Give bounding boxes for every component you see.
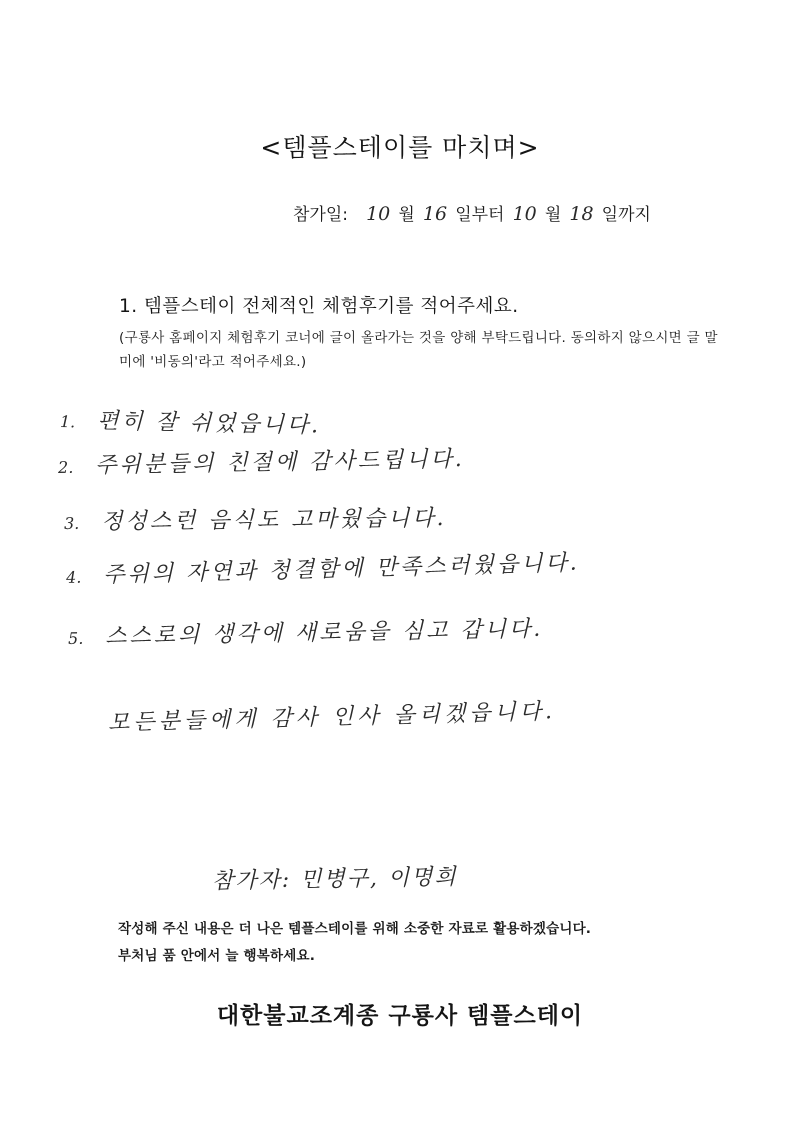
answer-text: 편히 잘 쉬었읍니다.	[96, 408, 322, 439]
start-day: 16	[422, 203, 448, 225]
day-unit-until: 일까지	[601, 205, 651, 225]
organization-name: 대한불교조계종 구룡사 템플스테이	[216, 1003, 584, 1029]
end-month: 10	[512, 203, 537, 225]
consent-notice: (구룡사 홈페이지 체험후기 코너에 글이 올라가는 것을 양해 부탁드립니다. 동의하지 않으시면 글 말미에 '비동의'라고 적어주세요.)	[119, 330, 718, 370]
date-label: 참가일:	[293, 205, 348, 225]
participant-names: 참가자: 민병구, 이명희	[211, 864, 458, 895]
answer-number: 3.	[63, 513, 80, 533]
answer-number: 4.	[65, 567, 82, 587]
answer-line	[58, 442, 465, 480]
answer-line	[64, 501, 447, 536]
answer-number: 2.	[57, 457, 74, 477]
answer-number: 5.	[67, 628, 84, 648]
form-title: <템플스테이를 마치며>	[260, 133, 540, 162]
month-unit: 월	[398, 205, 415, 225]
end-day: 18	[569, 203, 594, 225]
footer-blessing: 부처님 품 안에서 늘 행복하세요.	[118, 948, 316, 964]
answer-text: 주위의 자연과 청결함에 만족스러웠읍니다.	[102, 550, 580, 589]
answer-text: 스스로의 생각에 새로움을 심고 갑니다.	[105, 616, 544, 650]
day-unit-from: 일부터	[455, 205, 505, 225]
answer-text: 주위분들의 친절에 감사드립니다.	[95, 446, 465, 479]
answer-text: 정성스런 음식도 고마웠습니다.	[101, 505, 447, 535]
answer-line	[66, 546, 580, 590]
answer-number: 1.	[59, 412, 76, 432]
closing-remark: 모든분들에게 감사 인사 올리겠읍니다.	[107, 699, 557, 736]
month-unit: 월	[544, 205, 562, 225]
answer-line	[60, 403, 322, 439]
start-month: 10	[366, 203, 391, 225]
participation-date	[293, 200, 651, 230]
answer-line	[68, 612, 544, 651]
question-1: 1. 템플스테이 전체적인 체험후기를 적어주세요.	[119, 296, 519, 317]
footer-thanks: 작성해 주신 내용은 더 나은 템플스테이를 위해 소중한 자료로 활용하겠습니다.	[118, 921, 592, 937]
